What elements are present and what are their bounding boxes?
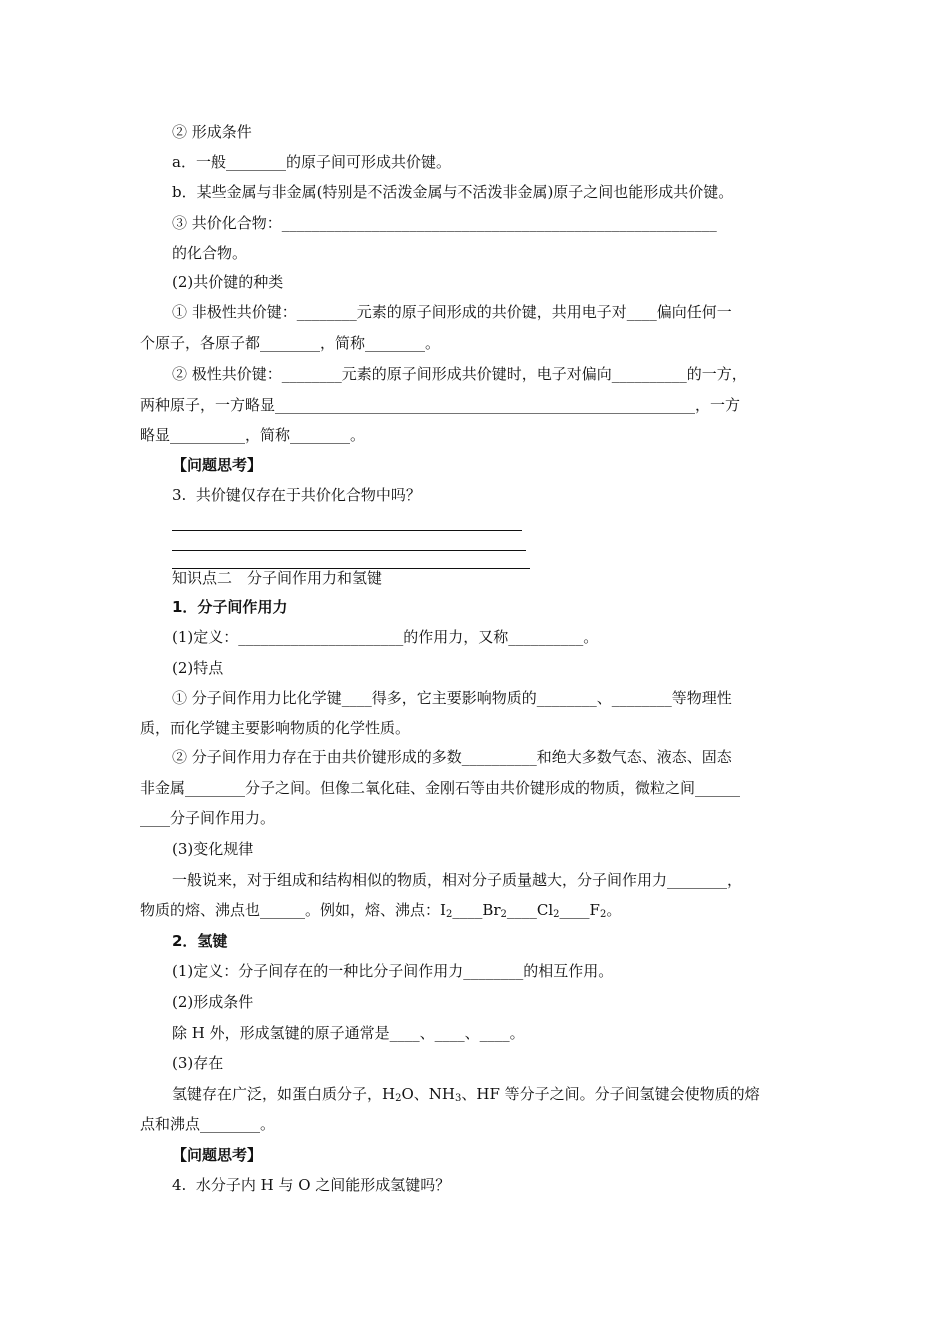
answer-line: [172, 550, 526, 551]
text-line: 除 H 外，形成氢键的原子通常是____、____、____。: [172, 1024, 525, 1042]
question-text: 4. 水分子内 H 与 O 之间能形成氢键吗？: [172, 1176, 451, 1194]
subscript: 3: [454, 1093, 462, 1104]
text-line: (3)变化规律: [172, 840, 254, 858]
subscript: 2: [500, 909, 507, 920]
text-line: ① 分子间作用力比化学键____得多，它主要影响物质的________、________等物理性: [172, 689, 732, 707]
section-label-question: 【问题思考】: [172, 1146, 263, 1164]
text-line: 一般说来，对于组成和结构相似的物质，相对分子质量越大，分子间作用力________，: [172, 871, 743, 889]
text-line: 的化合物。: [172, 244, 248, 262]
text-line: [140, 900, 812, 925]
text-run: 氢键存在广泛，如蛋白质分子，H: [172, 1085, 396, 1103]
text-run: ____Cl: [506, 901, 554, 919]
text-line: 质，而化学键主要影响物质的化学性质。: [140, 719, 411, 737]
text-run: ____Br: [452, 901, 501, 919]
subscript: 2: [445, 909, 453, 920]
text-run: ____F: [559, 901, 600, 919]
text-line: [172, 1084, 844, 1109]
section-label-question: 【问题思考】: [172, 456, 263, 474]
text-line: ③ 共价化合物：__________________________________________________________: [172, 214, 717, 232]
text-line: 两种原子，一方略显________________________________________________________，一方: [140, 396, 741, 414]
text-run: O、NH: [401, 1085, 455, 1103]
question-text: 3. 共价键仅存在于共价化合物中吗？: [172, 486, 421, 504]
text-line: (2)共价键的种类: [172, 273, 284, 291]
text-line: (1)定义：______________________的作用力，又称__________。: [172, 628, 599, 646]
subscript: 2: [599, 909, 607, 920]
text-line: (2)特点: [172, 659, 224, 677]
text-line: 略显__________，简称________。: [140, 426, 366, 444]
text-line: b．某些金属与非金属(特别是不活泼金属与不活泼非金属)原子之间也能形成共价键。: [172, 183, 734, 201]
text-run: 物质的熔、沸点也______。例如，熔、沸点：I: [140, 901, 446, 919]
subscript: 2: [553, 909, 560, 920]
subsection-heading: 2．氢键: [172, 932, 228, 950]
subsection-heading: 1．分子间作用力: [172, 598, 288, 616]
text-line: (1)定义：分子间存在的一种比分子间作用力________的相互作用。: [172, 962, 614, 980]
text-line: ① 非极性共价键：________元素的原子间形成的共价键，共用电子对____偏向任何一: [172, 303, 732, 321]
text-line: ② 形成条件: [172, 123, 252, 141]
text-line: a．一般________的原子间可形成共价键。: [172, 153, 451, 171]
subscript: 2: [395, 1093, 402, 1104]
text-line: ② 分子间作用力存在于由共价键形成的多数__________和绝大多数气态、液态、固态: [172, 748, 732, 766]
text-line: 点和沸点________。: [140, 1115, 276, 1133]
answer-line: [172, 530, 522, 531]
text-run: 。: [606, 901, 622, 919]
text-line: 个原子，各原子都________，简称________。: [140, 334, 441, 352]
text-line: ② 极性共价键：________元素的原子间形成共价键时，电子对偏向__________的一方，: [172, 365, 747, 383]
section-heading: 知识点二 分子间作用力和氢键: [172, 569, 383, 587]
text-line: (2)形成条件: [172, 993, 254, 1011]
text-run: 、HF 等分子之间。分子间氢键会使物质的熔: [461, 1085, 760, 1103]
text-line: (3)存在: [172, 1054, 224, 1072]
text-line: ____分子间作用力。: [140, 809, 276, 827]
text-line: 非金属________分子之间。但像二氧化硅、金刚石等由共价键形成的物质，微粒之间______: [140, 779, 741, 797]
